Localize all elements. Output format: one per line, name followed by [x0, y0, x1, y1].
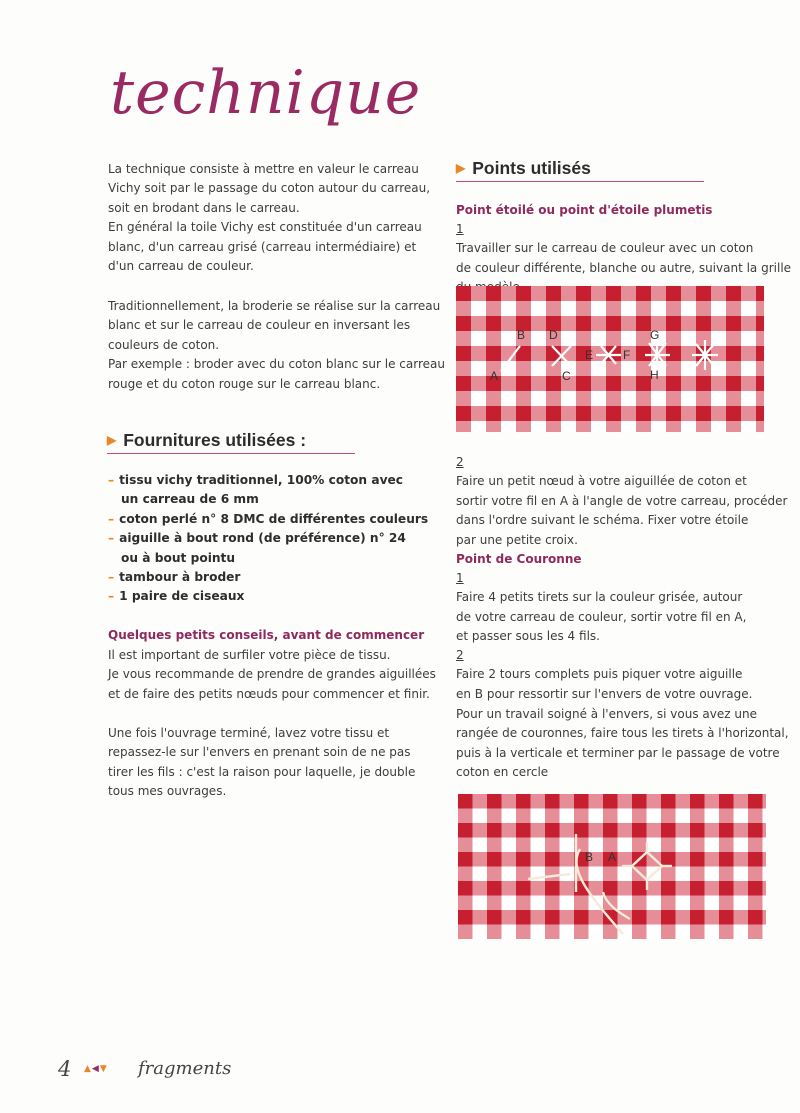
- gingham-couronne-diagram: [458, 794, 766, 939]
- diagram-label-c: C: [562, 369, 571, 383]
- page-number: 4: [58, 1057, 72, 1081]
- tradition-paragraph: Traditionnellement, la broderie se réalise sur la carreau blanc et sur le carreau de couleur en inversant les couleurs de coton. Par exemple : broder avec du coton blanc sur le carreau rouge et du coton rouge sur le carreau blanc.: [108, 299, 445, 391]
- list-item: un carreau de 6 mm: [121, 492, 259, 507]
- page-title: technique: [110, 58, 422, 128]
- diagram-label-f: F: [623, 348, 631, 362]
- diagram-label-b: B: [585, 850, 594, 864]
- arrow-left-icon: ◀: [91, 1064, 100, 1074]
- couronne-step1: 1 Faire 4 petits tirets sur la couleur grisée, autour de votre carreau de couleur, sortir votre fil en A, et passer sous les 4 fils.: [456, 571, 747, 644]
- intro-paragraph: La technique consiste à mettre en valeur le carreau Vichy soit par le passage du coton autour du carreau, soit en brodant dans le carreau. En général la toile Vichy est constituée d'un carreau blanc, d'un carreau grisé (carreau intermédiaire) et d'un carreau de couleur.: [108, 162, 431, 274]
- magazine-name: fragments: [138, 1058, 232, 1079]
- diagram-label-h: H: [650, 368, 659, 382]
- diagram-label-a: A: [608, 850, 617, 864]
- list-item: – aiguille à bout rond (de préférence) n° 24: [108, 531, 406, 546]
- etoile-heading: Point étoilé ou point d'étoile plumetis: [456, 203, 713, 217]
- diagram-label-g: G: [650, 328, 660, 342]
- arrow-down-icon: ▼: [99, 1064, 108, 1074]
- list-item: – tissu vichy traditionnel, 100% coton avec: [108, 473, 404, 487]
- couronne-paragraph: Pour un travail soigné à l'envers, si vous avez une rangée de couronnes, faire tous les tirets à l'horizontal, puis à la verticale et terminer par le passage de votre coton en cercle: [456, 707, 789, 780]
- footer-ornament: [84, 1064, 108, 1074]
- conseils-paragraph: Il est important de surfiler votre pièce de tissu. Je vous recommande de prendre de grandes aiguillées et de faire des petits nœuds pour commencer et finir.: [108, 648, 436, 701]
- conseils-paragraph-2: Une fois l'ouvrage terminé, lavez votre tissu et repassez-le sur l'envers en prenant soin de ne pas tirer les fils : c'est la raison pour laquelle, je double tous mes ouvrages.: [108, 726, 416, 799]
- list-item: ou à bout pointu: [121, 550, 236, 565]
- etoile-step1: 1 Travailler sur le carreau de couleur avec un coton de couleur différente, blanche ou autre, suivant la grille: [456, 222, 792, 275]
- fournitures-list: [108, 471, 428, 607]
- diagram-label-d: D: [549, 328, 558, 342]
- diagram-label-a: A: [490, 369, 499, 383]
- etoile-step2: 2 Faire un petit nœud à votre aiguillée de coton et sortir votre fil en A à l'angle de votre carreau, procéder dans l'ordre suivant le schéma. Fixer votre étoile par une petite croix.: [456, 455, 788, 547]
- arrow-up-icon: ▲: [84, 1064, 92, 1074]
- list-item: – coton perlé n° 8 DMC de différentes couleurs: [108, 511, 429, 526]
- gingham-fabric: [456, 286, 764, 432]
- couronne-heading: Point de Couronne: [456, 552, 582, 566]
- diagram-label-b: B: [517, 328, 526, 342]
- list-item: – 1 paire de ciseaux: [108, 589, 245, 604]
- gingham-star-diagram: [456, 286, 764, 432]
- arrow-right-icon: ▶: [107, 433, 117, 447]
- points-heading: ▶ Points utilisés: [456, 158, 704, 182]
- gingham-fabric: [458, 794, 766, 939]
- conseils-heading: Quelques petits conseils, avant de commencer: [108, 628, 425, 642]
- arrow-right-icon: ▶: [456, 161, 466, 175]
- diagram-label-e: E: [585, 348, 594, 362]
- fournitures-heading: ▶ Fournitures utilisées :: [107, 430, 355, 454]
- list-item: – tambour à broder: [108, 570, 241, 585]
- couronne-step2: 2 Faire 2 tours complets puis piquer votre aiguille en B pour ressortir sur l'envers de votre ouvrage.: [456, 648, 753, 701]
